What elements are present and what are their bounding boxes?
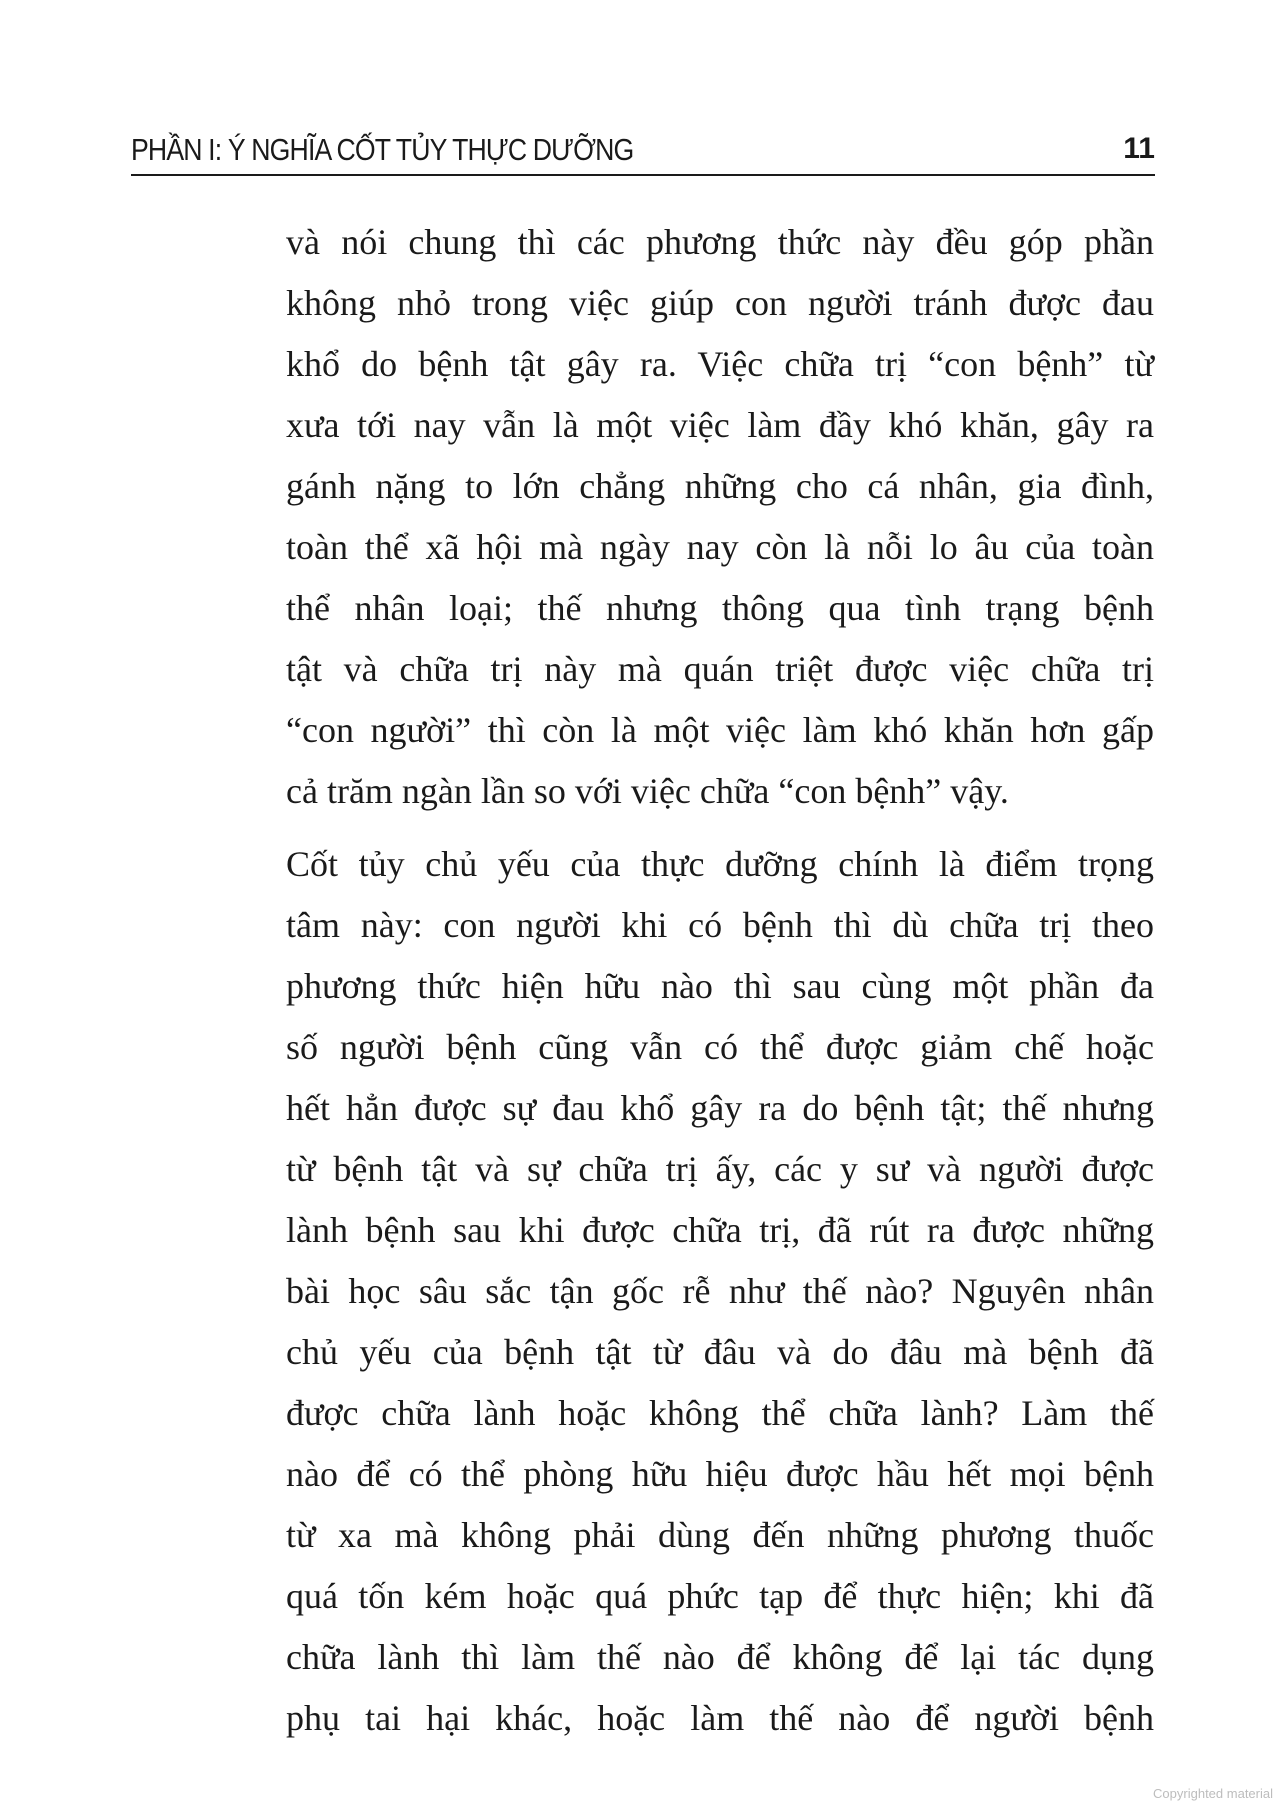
copyright-watermark: Copyrighted material: [1153, 1786, 1273, 1801]
text-line: lành bệnh sau khi được chữa trị, đã rút ra được những: [286, 1210, 1154, 1250]
text-line: được chữa lành hoặc không thể chữa lành? Làm thế: [286, 1393, 1154, 1433]
text-line: bài học sâu sắc tận gốc rễ như thế nào? Nguyên nhân: [286, 1271, 1154, 1311]
text-line: phương thức hiện hữu nào thì sau cùng một phần đa: [286, 966, 1154, 1006]
paragraph-1: [286, 212, 1154, 822]
text-line: gánh nặng to lớn chẳng những cho cá nhân, gia đình,: [286, 466, 1154, 506]
text-line: Cốt tủy chủ yếu của thực dưỡng chính là điểm trọng: [286, 844, 1154, 884]
text-line: quá tốn kém hoặc quá phức tạp để thực hiện; khi đã: [286, 1576, 1154, 1616]
body-text: [286, 212, 1154, 1749]
text-line: hết hẳn được sự đau khổ gây ra do bệnh tật; thế nhưng: [286, 1088, 1154, 1128]
text-line: “con người” thì còn là một việc làm khó khăn hơn gấp: [286, 710, 1154, 750]
text-line: từ bệnh tật và sự chữa trị ấy, các y sư và người được: [286, 1149, 1154, 1189]
text-line: tật và chữa trị này mà quán triệt được việc chữa trị: [286, 649, 1154, 689]
chapter-title: PHẦN I: Ý NGHĨA CỐT TỦY THỰC DƯỠNG: [131, 132, 634, 167]
text-line: toàn thể xã hội mà ngày nay còn là nỗi lo âu của toàn: [286, 527, 1154, 567]
text-line: khổ do bệnh tật gây ra. Việc chữa trị “con bệnh” từ: [286, 344, 1154, 384]
paragraph-2: [286, 834, 1154, 1749]
text-line: không nhỏ trong việc giúp con người tránh được đau: [286, 283, 1154, 323]
text-line: xưa tới nay vẫn là một việc làm đầy khó khăn, gây ra: [286, 405, 1154, 445]
text-line: từ xa mà không phải dùng đến những phương thuốc: [286, 1515, 1154, 1555]
text-line: cả trăm ngàn lần so với việc chữa “con bệnh” vậy.: [286, 771, 1009, 811]
text-line: chủ yếu của bệnh tật từ đâu và do đâu mà bệnh đã: [286, 1332, 1154, 1372]
text-line: số người bệnh cũng vẫn có thể được giảm chế hoặc: [286, 1027, 1154, 1067]
text-line: nào để có thể phòng hữu hiệu được hầu hết mọi bệnh: [286, 1454, 1154, 1494]
page-number: 11: [1123, 132, 1155, 165]
text-line: chữa lành thì làm thế nào để không để lại tác dụng: [286, 1637, 1154, 1677]
text-line: tâm này: con người khi có bệnh thì dù chữa trị theo: [286, 905, 1154, 945]
text-line: và nói chung thì các phương thức này đều góp phần: [286, 222, 1154, 262]
text-line: phụ tai hại khác, hoặc làm thế nào để người bệnh: [286, 1698, 1154, 1738]
running-header: [131, 130, 1155, 176]
text-line: thể nhân loại; thế nhưng thông qua tình trạng bệnh: [286, 588, 1154, 628]
